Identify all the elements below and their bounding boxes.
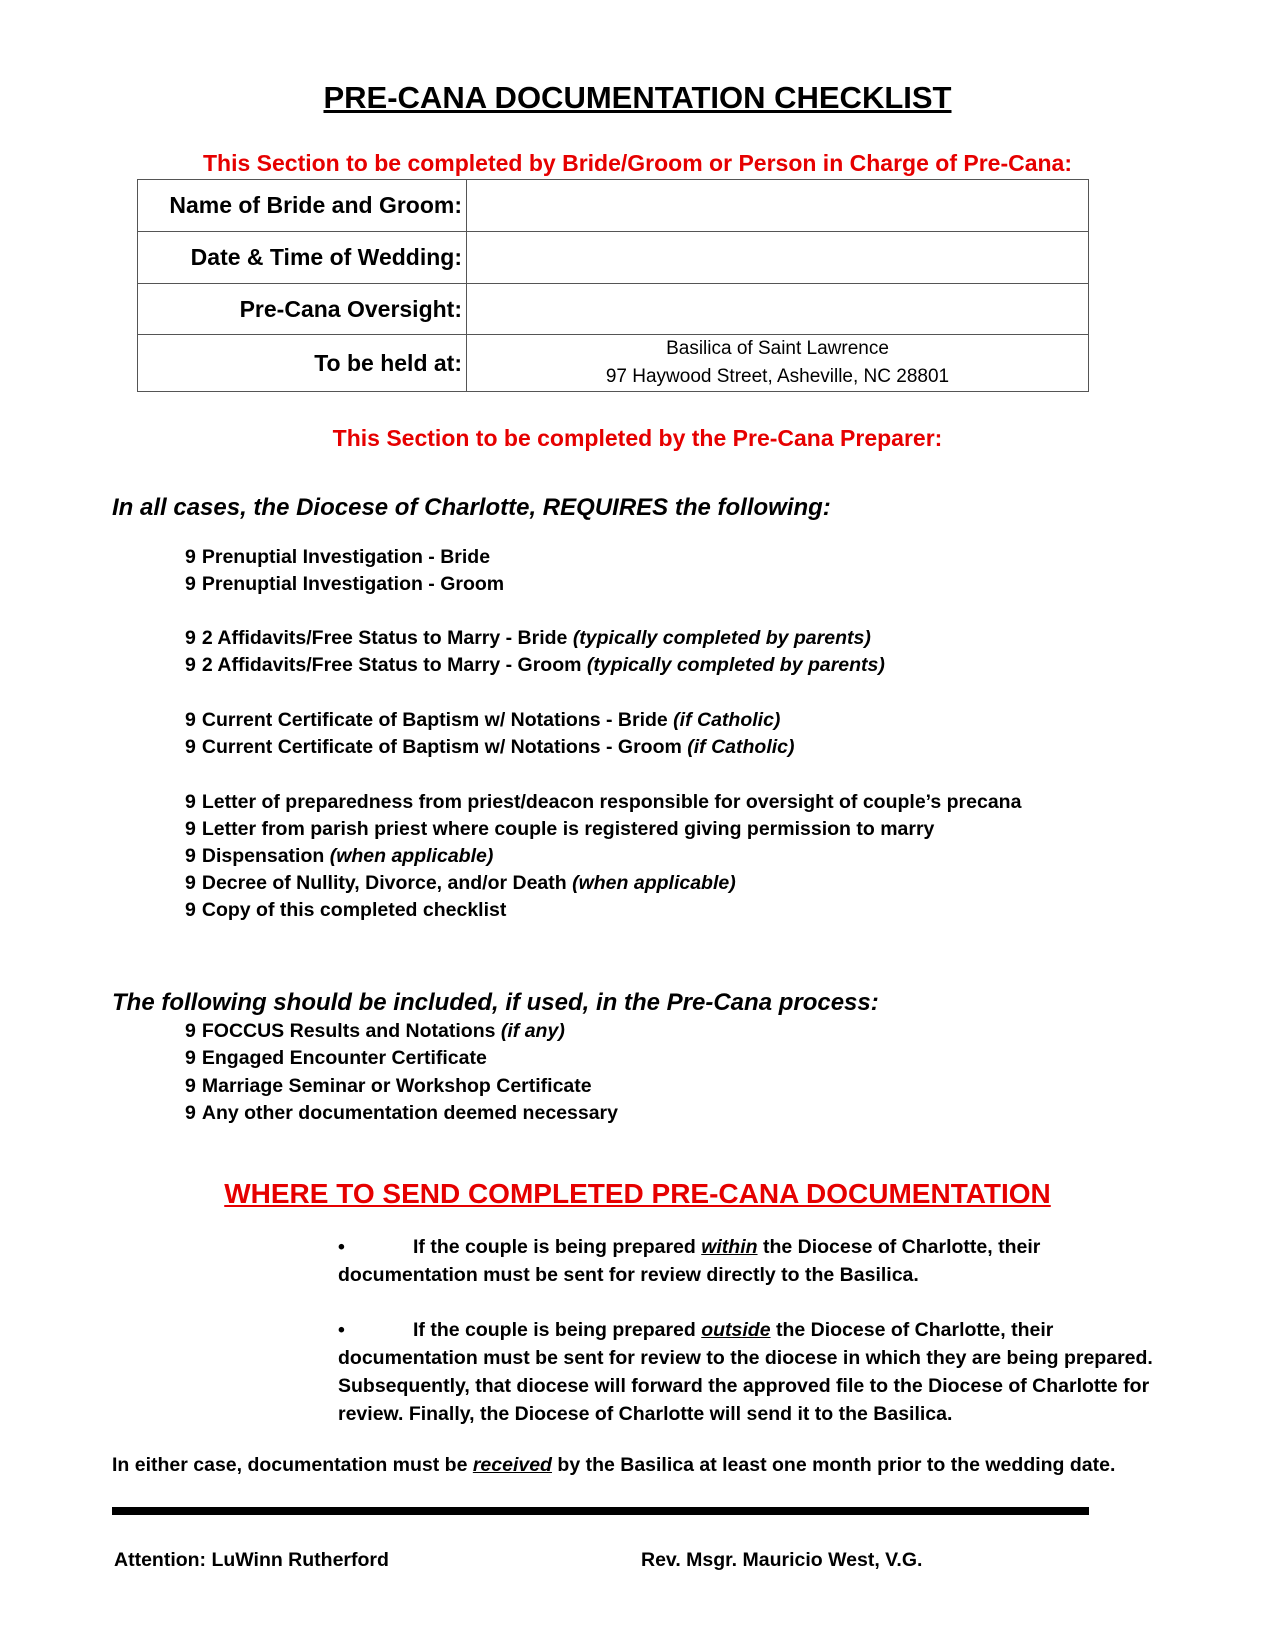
check-icon: 9: [185, 845, 196, 867]
check-icon: 9: [185, 1102, 196, 1124]
checklist-item: [185, 872, 736, 895]
check-icon: 9: [185, 1075, 196, 1097]
check-icon: 9: [185, 546, 196, 568]
reverend-name: Rev. Msgr. Mauricio West, V.G.: [641, 1549, 923, 1571]
checklist-item: [185, 791, 1021, 814]
couple-info-form: [137, 179, 1089, 392]
bride-groom-name-field[interactable]: [467, 180, 1089, 232]
bullet-dot: •: [338, 1236, 345, 1258]
checklist-item-text: 2 Affidavits/Free Status to Marry - Groom: [201, 654, 582, 676]
checklist-item: [185, 818, 934, 841]
checklist-item-text: FOCCUS Results and Notations: [201, 1020, 496, 1042]
checklist-item-text: Current Certificate of Baptism w/ Notations - Groom: [201, 736, 682, 758]
section2-heading: This Section to be completed by the Pre-Cana Preparer:: [332, 425, 943, 451]
check-icon: 9: [185, 573, 196, 595]
emphasis-outside: outside: [701, 1319, 771, 1341]
checklist-item: [185, 627, 871, 650]
checklist-item: [185, 546, 490, 569]
checklist-item: [185, 1102, 618, 1125]
checklist-item: [185, 899, 506, 922]
checklist-item: [185, 573, 504, 596]
checklist-item-note: (when applicable): [329, 845, 494, 867]
emphasis-received: received: [472, 1454, 552, 1476]
checklist-item-note: (typically completed by parents): [572, 627, 871, 649]
bullet-within: • If the couple is being prepared within the Diocese of Charlotte, their documentation must be sent for review directly to the Basilica.: [338, 1233, 1158, 1289]
checklist-item-text: Letter from parish priest where couple is registered giving permission to marry: [201, 818, 935, 840]
checklist-item: [185, 654, 885, 677]
checklist-item: [185, 1047, 487, 1070]
bullet-dot: •: [338, 1319, 345, 1341]
checklist-item-note: (if any): [500, 1020, 565, 1042]
checklist-item-text: Prenuptial Investigation - Bride: [201, 546, 491, 568]
checklist-item: [185, 1075, 592, 1098]
held-at-address: 97 Haywood Street, Asheville, NC 28801: [605, 366, 950, 387]
wedding-date-time-field[interactable]: [467, 232, 1089, 284]
where-to-send-heading: WHERE TO SEND COMPLETED PRE-CANA DOCUMENTATION: [224, 1178, 1051, 1209]
check-icon: 9: [185, 627, 196, 649]
checklist-item-text: Current Certificate of Baptism w/ Notations - Bride: [201, 709, 668, 731]
checklist-item-text: Engaged Encounter Certificate: [201, 1047, 487, 1069]
required-heading: In all cases, the Diocese of Charlotte, REQUIRES the following:: [112, 494, 831, 521]
check-icon: 9: [185, 1020, 196, 1042]
bride-groom-name-label: Name of Bride and Groom:: [138, 180, 467, 232]
checklist-item-text: Marriage Seminar or Workshop Certificate: [201, 1075, 592, 1097]
checklist-item-text: Any other documentation deemed necessary: [201, 1102, 618, 1124]
checklist-item: [185, 1020, 565, 1043]
emphasis-within: within: [701, 1236, 758, 1258]
checklist-item-text: Letter of preparedness from priest/deacon responsible for oversight of couple’s precana: [201, 791, 1022, 813]
check-icon: 9: [185, 899, 196, 921]
checklist-item-text: Dispensation: [201, 845, 325, 867]
check-icon: 9: [185, 736, 196, 758]
held-at-value: [467, 335, 1089, 392]
held-at-label: To be held at:: [138, 335, 467, 392]
checklist-item-text: Copy of this completed checklist: [201, 899, 507, 921]
checklist-item-text: Decree of Nullity, Divorce, and/or Death: [201, 872, 567, 894]
wedding-date-time-label: Date & Time of Wedding:: [138, 232, 467, 284]
checklist-item-note: (when applicable): [572, 872, 736, 894]
checklist-item: [185, 736, 795, 759]
checklist-item-note: (if Catholic): [687, 736, 795, 758]
precana-oversight-field[interactable]: [467, 284, 1089, 335]
divider-rule: [112, 1507, 1089, 1515]
check-icon: 9: [185, 818, 196, 840]
check-icon: 9: [185, 654, 196, 676]
check-icon: 9: [185, 709, 196, 731]
checklist-item-text: 2 Affidavits/Free Status to Marry - Bride: [201, 627, 568, 649]
optional-heading: The following should be included, if used, in the Pre-Cana process:: [112, 989, 879, 1016]
attention-contact: Attention: LuWinn Rutherford: [114, 1549, 389, 1571]
checklist-item: [185, 845, 493, 868]
check-icon: 9: [185, 1047, 196, 1069]
held-at-venue: Basilica of Saint Lawrence: [666, 338, 889, 359]
bullet-outside: • If the couple is being prepared outside the Diocese of Charlotte, their documentation must be sent for review to the diocese in which they are being prepared. Subsequently, that diocese will forward the approved file to the Diocese of Charlotte for review. Finally, the Diocese of Charlotte will send it to the Basilica.: [338, 1316, 1158, 1428]
section1-heading: This Section to be completed by Bride/Groom or Person in Charge of Pre-Cana:: [202, 150, 1073, 176]
check-icon: 9: [185, 791, 196, 813]
checklist-item-text: Prenuptial Investigation - Groom: [201, 573, 505, 595]
check-icon: 9: [185, 872, 196, 894]
precana-oversight-label: Pre-Cana Oversight:: [138, 284, 467, 335]
checklist-item-note: (typically completed by parents): [586, 654, 885, 676]
checklist-item: [185, 709, 780, 732]
checklist-item-note: (if Catholic): [673, 709, 781, 731]
page-title: PRE-CANA DOCUMENTATION CHECKLIST: [323, 80, 952, 115]
deadline-note: In either case, documentation must be received by the Basilica at least one month prior to the wedding date.: [112, 1454, 1116, 1476]
